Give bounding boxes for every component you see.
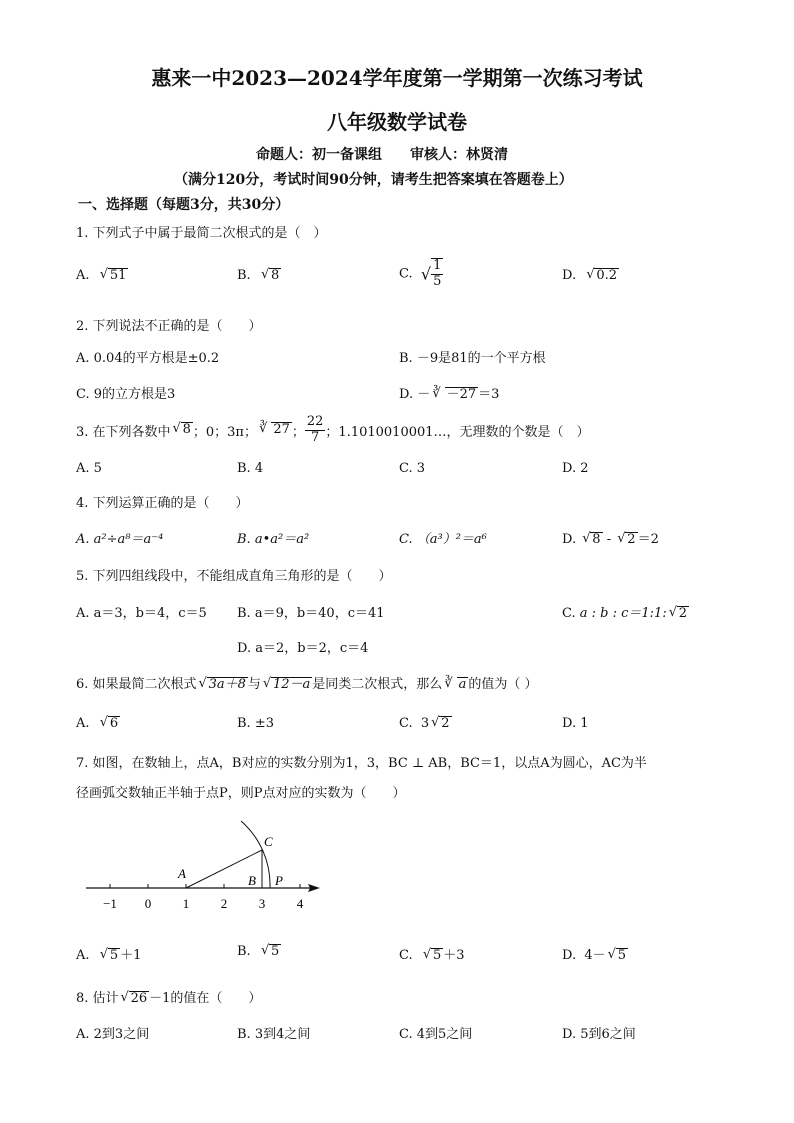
q7-option-d: D. 4－√ 5 <box>562 944 628 964</box>
label-B: B <box>248 873 256 888</box>
q8-option-c: C. 4到5之间 <box>399 1027 473 1042</box>
tick-label: −1 <box>103 896 117 911</box>
q5-option-c: C. a : b : c＝1:1:√ 2 <box>562 602 689 622</box>
q3-option-b: B. 4 <box>237 461 264 476</box>
question-3-stem: 3. 在下列各数中√ 8 ；0；3π；∛ 27 ； $\frac{22}{7}$ ；1.1010010001…，无理数的个数是（ ） <box>76 415 590 446</box>
question-7-line-2: 径画弧交数轴正半轴于点P，则P点对应的实数为（ ） <box>76 786 406 801</box>
q5-option-b: B. a＝9，b＝40，c＝41 <box>237 606 385 621</box>
q4-option-b: B. a•a²＝a² <box>237 532 310 547</box>
q6-option-b: B. ±3 <box>237 716 274 731</box>
q6-option-a: A. √ 6 <box>76 716 120 732</box>
q6-option-d: D. 1 <box>562 716 589 731</box>
question-4-stem: 4. 下列运算正确的是（ ） <box>76 496 249 511</box>
question-2-stem: 2. 下列说法不正确的是（ ） <box>76 319 262 334</box>
q2-option-a: A. 0.04的平方根是±0.2 <box>76 351 220 366</box>
q7-option-c: C. √ 5 ＋3 <box>399 944 465 964</box>
q4-option-c: C. （a³）²＝a⁶ <box>399 532 487 547</box>
q6-option-c: C. 3√ 2 <box>399 716 452 732</box>
tick-label: 2 <box>220 896 228 911</box>
q8-option-a: A. 2到3之间 <box>76 1027 150 1042</box>
q2-option-b: B. －9是81的一个平方根 <box>399 351 546 366</box>
q4-option-d: D. √ 8 - √ 2 ＝2 <box>562 528 659 548</box>
q8-option-b: B. 3到4之间 <box>237 1027 311 1042</box>
q2-option-d: D. －∛ －27 ＝3 <box>399 383 499 403</box>
q3-option-c: C. 3 <box>399 461 426 476</box>
section-heading: 一、选择题（每题3分，共30分） <box>78 197 290 213</box>
q2-option-c: C. 9的立方根是3 <box>76 387 176 402</box>
question-5-stem: 5. 下列四组线段中，不能组成直角三角形的是（ ） <box>76 569 392 584</box>
question-8-stem: 8. 估计√ 26 －1的值在（ ） <box>76 987 261 1007</box>
exam-title: 惠来一中2023—2024学年度第一学期第一次练习考试 <box>151 66 643 90</box>
q7-option-a: A. √ 5 ＋1 <box>76 944 141 964</box>
tick-label: 0 <box>144 896 152 911</box>
q5-option-d: D. a＝2，b＝2，c＝4 <box>237 641 369 656</box>
tick-label: 3 <box>258 896 266 911</box>
q3-option-d: D. 2 <box>562 461 589 476</box>
q5-option-a: A. a＝3，b＝4，c＝5 <box>76 606 207 621</box>
q1-option-b: B. √ 8 <box>237 268 281 284</box>
q1-option-d: D. √ 0.2 <box>562 268 619 284</box>
exam-authors: 命题人：初一备课组 审核人：林贤清 <box>256 147 508 163</box>
exam-subtitle: 八年级数学试卷 <box>327 110 467 134</box>
q7-option-b: B. √ 5 <box>237 944 281 960</box>
label-A: A <box>178 866 186 881</box>
tick-label: 4 <box>296 896 304 911</box>
q1-option-a: A. √ 51 <box>76 268 128 284</box>
q8-option-d: D. 5到6之间 <box>562 1027 636 1042</box>
question-7-line-1: 7. 如图，在数轴上，点A，B对应的实数分别为1，3，BC ⊥ AB，BC＝1，以点A为圆心，AC为半 <box>76 756 647 771</box>
label-P: P <box>275 873 283 888</box>
tick-label: 1 <box>182 896 190 911</box>
exam-note: （满分120分，考试时间90分钟，请考生把答案填在答题卷上） <box>174 172 573 188</box>
number-line-figure <box>70 815 340 920</box>
q4-option-a: A. a²÷a⁸＝a⁻⁴ <box>76 532 164 547</box>
question-6-stem: 6. 如果最简二次根式√ 3a＋8 与√ 12－a 是同类二次根式，那么∛ a 的值为（ ） <box>76 673 538 693</box>
label-C: C <box>264 834 273 849</box>
q1-option-c: C. √ $\frac{1}{5}$ <box>399 258 442 289</box>
q3-option-a: A. 5 <box>76 461 102 476</box>
question-1-stem: 1. 下列式子中属于最简二次根式的是（ ） <box>76 226 327 241</box>
